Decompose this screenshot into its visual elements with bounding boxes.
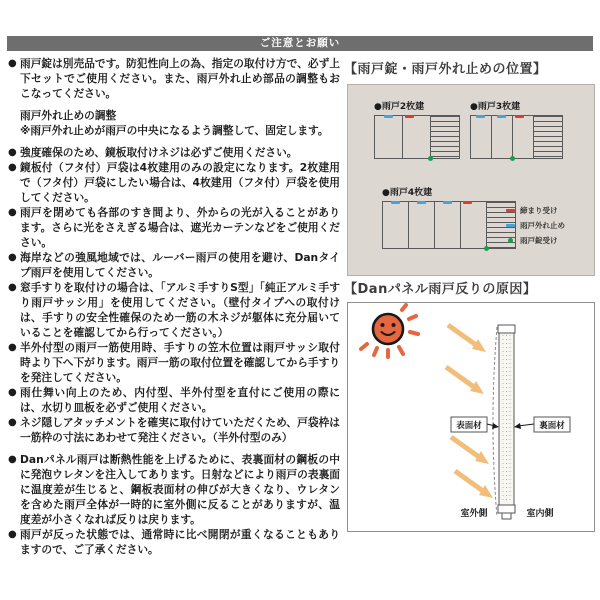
note-text: 海岸などの強風地域では、ルーバー雨戸の使用を避け、Danタイプ雨戸を使用してください。: [20, 251, 340, 279]
note-text: 半外付型の雨戸一筋使用時、手すりの笠木位置は雨戸サッシ取付時より下へ下がります。雨戸一筋の取付位置を確認してから手すりを発注してください。: [20, 341, 340, 384]
stopper-mark: [391, 201, 400, 204]
front-label-text: 表面材: [456, 421, 482, 431]
bullet-icon: ●: [8, 454, 17, 465]
note-item: [8, 415, 340, 445]
warp-diagram-box: [347, 302, 595, 532]
legend-row: [506, 233, 565, 248]
note-item: [8, 527, 340, 557]
note-text: 雨戸を閉めても各部のすき間より、外からの光が入ることがあります。さらに光をさえぎる場合は、遮光カーテンなどをご使用ください。: [20, 206, 340, 249]
front-face-label: [451, 417, 499, 432]
shutter-panel: [408, 201, 434, 249]
latch-mark: [463, 201, 472, 204]
note-item: [8, 250, 340, 280]
lock-legend-mark: [508, 238, 513, 243]
legend-row: [506, 218, 565, 233]
note-text: 強度確保のため、鏡板取付けネジは必ずご使用ください。: [20, 146, 298, 159]
bullet-icon: ●: [8, 387, 17, 398]
note-item: [8, 145, 340, 160]
indoor-side-label: 室内側: [526, 509, 554, 519]
shutter-case: [430, 115, 460, 159]
outdoor-side-label: 室外側: [460, 509, 488, 519]
bullet-icon: ●: [8, 252, 17, 263]
shutter-panel: [382, 201, 408, 249]
bullet-icon: ●: [8, 417, 17, 428]
section-header-title: ご注意とお願い: [259, 37, 341, 49]
notes-column: [8, 56, 340, 557]
variant-label: ●雨戸2枚建: [374, 102, 425, 112]
bullet-icon: ●: [8, 147, 17, 158]
latch-mark: [515, 115, 524, 118]
shutter-panel: [402, 115, 430, 159]
shutter-diagram-2panel: [374, 115, 460, 159]
note-text: ネジ隠しアタッチメントを確実に取付けていただくため、戸袋枠は一筋枠の寸法にあわせて発注ください。（半外付型のみ）: [20, 416, 340, 444]
latch-legend-mark: [506, 209, 515, 212]
note-text: 窓手すりを取付けの場合は、「アルミ手すりS型」「純正アルミ手すり雨戸サッシ用」を使用してください。（壁付タイプへの取付けは、手すりの安全性確保のため一筋の木ネジが躯体に充分届いていることを確認してから行ってください。）: [20, 281, 340, 339]
warp-dashed-line: [493, 327, 497, 517]
section-header: [7, 36, 593, 51]
lock-mark: [510, 156, 515, 161]
note-subheading: [8, 108, 340, 123]
variant-label: ●雨戸4枚建: [382, 188, 433, 198]
stopper-mark: [443, 201, 452, 204]
legend-label: 雨戸錠受け: [520, 236, 558, 245]
note-item: [8, 280, 340, 340]
lock-mark: [484, 246, 489, 251]
shutter-variant-2panel: [374, 99, 460, 159]
lock-mark: [428, 156, 433, 161]
sun-icon: [361, 305, 418, 357]
sunlight-arrows: [446, 325, 493, 498]
note-subnote: [8, 123, 340, 138]
legend-label: 締まり受け: [520, 206, 558, 215]
position-diagram-box: [347, 84, 595, 276]
note-text: 雨戸外れ止めの調整: [20, 109, 117, 122]
note-text: Danパネル雨戸は断熱性能を上げるために、表裏面材の鋼板の中に発泡ウレタンを注入してあります。日射などにより雨戸の表裏面に温度差が生じると、鋼板表面材の伸びが大きくなり、ウレタンを含めた雨戸全体が一時的に室外側に反ることがありますが、温度差が小さくなれば反りは戻ります。: [20, 453, 340, 526]
stopper-mark: [476, 115, 485, 118]
shutter-panel: [470, 115, 491, 159]
shutter-diagram-4panel: [382, 201, 516, 249]
shutter-panel: [374, 115, 402, 159]
shutter-diagram-3panel: [470, 115, 563, 159]
position-diagram-title: 【雨戸錠・雨戸外れ止めの位置】: [344, 62, 547, 77]
bullet-icon: ●: [8, 529, 17, 540]
warp-diagram-title: 【Danパネル雨戸反りの原因】: [344, 282, 537, 297]
note-item: [8, 56, 340, 101]
note-item: [8, 160, 340, 205]
shutter-variant-3panel: [470, 99, 563, 159]
shutter-panel: [460, 201, 486, 249]
note-text: ※雨戸外れ止めが雨戸の中央になるよう調整して、固定します。: [20, 124, 329, 137]
note-item: [8, 340, 340, 385]
shutter-panel: [434, 201, 460, 249]
bullet-icon: ●: [8, 282, 17, 293]
bullet-icon: ●: [8, 207, 17, 218]
bullet-icon: ●: [8, 162, 17, 173]
note-text: 雨戸が反った状態では、通常時に比べ開閉が重くなることもありますので、ご了承ください。: [20, 528, 340, 556]
shutter-panel: [491, 115, 512, 159]
note-text: 雨戸錠は別売品です。防犯性向上の為、指定の取付け方で、必ず上下セットでご使用ください。また、雨戸外れ止め部品の調整もおこなってください。: [20, 57, 340, 100]
legend-label: 雨戸外れ止め: [520, 221, 565, 230]
variant-label: ●雨戸3枚建: [470, 102, 521, 112]
note-item: [8, 205, 340, 250]
diagram-legend: [506, 203, 565, 248]
shutter-variant-4panel: [382, 185, 516, 249]
back-face-label: [514, 417, 570, 432]
stopper-mark: [497, 115, 506, 118]
legend-row: [506, 203, 565, 218]
shutter-panel-section: [493, 325, 515, 519]
note-text: 鏡板付（フタ付）戸袋は4枚建用のみの設定になります。2枚建用で（フタ付）戸袋にしたい場合は、4枚建用（フタ付）戸袋を使用してください。: [20, 161, 340, 204]
shutter-panel: [512, 115, 533, 159]
warp-diagram: [348, 303, 594, 531]
note-item: [8, 452, 340, 527]
stopper-mark: [417, 201, 426, 204]
note-item: [8, 385, 340, 415]
stopper-legend-mark: [506, 224, 515, 227]
stopper-mark: [384, 115, 393, 118]
latch-mark: [405, 115, 414, 118]
bullet-icon: ●: [8, 342, 17, 353]
shutter-case: [533, 115, 563, 159]
bullet-icon: ●: [8, 58, 17, 69]
back-label-text: 裏面材: [539, 421, 565, 431]
note-text: 雨仕舞い向上のため、内付型、半外付型を直付にご使用の際には、水切り皿板を必ずご使用ください。: [20, 386, 340, 414]
